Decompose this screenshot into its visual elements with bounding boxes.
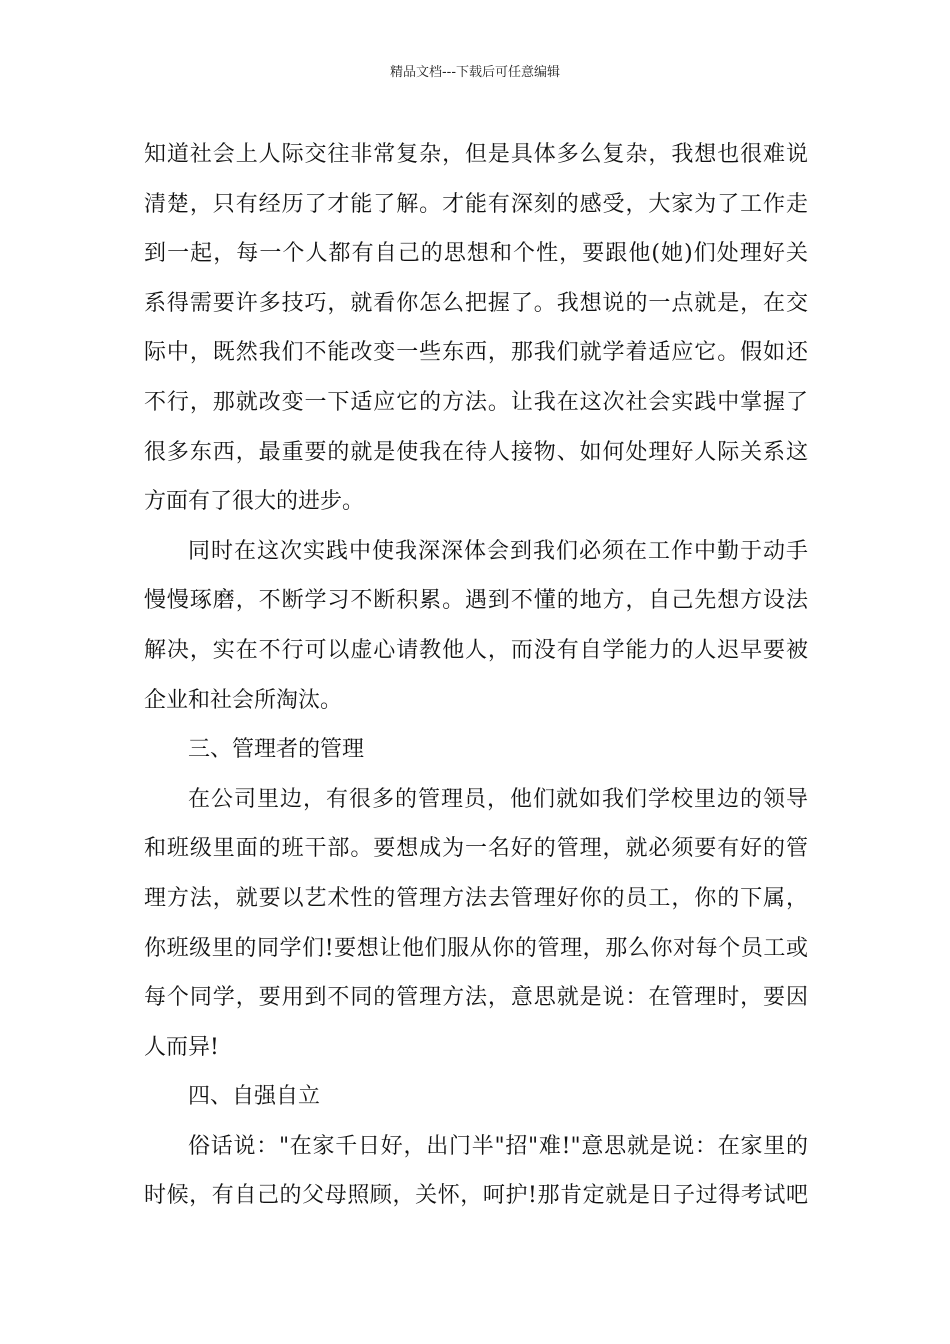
text-line: 人而异! (144, 1034, 219, 1060)
text-line: 知道社会上人际交往非常复杂，但是具体多么复杂，我想也很难说 (144, 142, 808, 167)
text-line: 解决，实在不行可以虚心请教他人，而没有自学能力的人迟早要被 (144, 637, 808, 663)
text-line: 清楚，只有经历了才能了解。才能有深刻的感受，大家为了工作走 (144, 191, 808, 217)
text-line: 理方法，就要以艺术性的管理方法去管理好你的员工，你的下属， (144, 885, 808, 911)
page-header: 精品文档---下载后可任意编辑 (389, 65, 561, 80)
text-line: 企业和社会所淘汰。 (144, 687, 343, 713)
section-heading: 四、自强自立 (188, 1084, 321, 1110)
text-line: 方面有了很大的进步。 (144, 489, 365, 515)
text-line: 你班级里的同学们!要想让他们服从你的管理，那么你对每个员工或 (144, 935, 808, 961)
text-line: 和班级里面的班干部。要想成为一名好的管理，就必须要有好的管 (144, 836, 808, 862)
text-line: 不行，那就改变一下适应它的方法。让我在这次社会实践中掌握了 (144, 389, 808, 415)
text-line: 到一起，每一个人都有自己的思想和个性，要跟他(她)们处理好关 (144, 241, 808, 267)
text-line: 系得需要许多技巧，就看你怎么把握了。我想说的一点就是，在交 (144, 290, 808, 316)
text-line: 慢慢琢磨，不断学习不断积累。遇到不懂的地方，自己先想方设法 (144, 588, 808, 614)
document-body (144, 130, 808, 1221)
text-line: 很多东西，最重要的就是使我在待人接物、如何处理好人际关系这 (144, 439, 808, 465)
text-line: 际中，既然我们不能改变一些东西，那我们就学着适应它。假如还 (144, 340, 808, 366)
text-line: 俗话说："在家千日好，出门半"招"难!"意思就是说：在家里的 (188, 1133, 808, 1159)
text-line: 每个同学，要用到不同的管理方法，意思就是说：在管理时，要因 (144, 985, 808, 1011)
section-heading: 三、管理者的管理 (188, 737, 365, 763)
text-line: 时候，有自己的父母照顾，关怀，呵护!那肯定就是日子过得考试吧 (144, 1183, 808, 1209)
text-line: 同时在这次实践中使我深深体会到我们必须在工作中勤于动手 (188, 538, 808, 564)
text-line: 在公司里边，有很多的管理员，他们就如我们学校里边的领导 (188, 786, 808, 812)
